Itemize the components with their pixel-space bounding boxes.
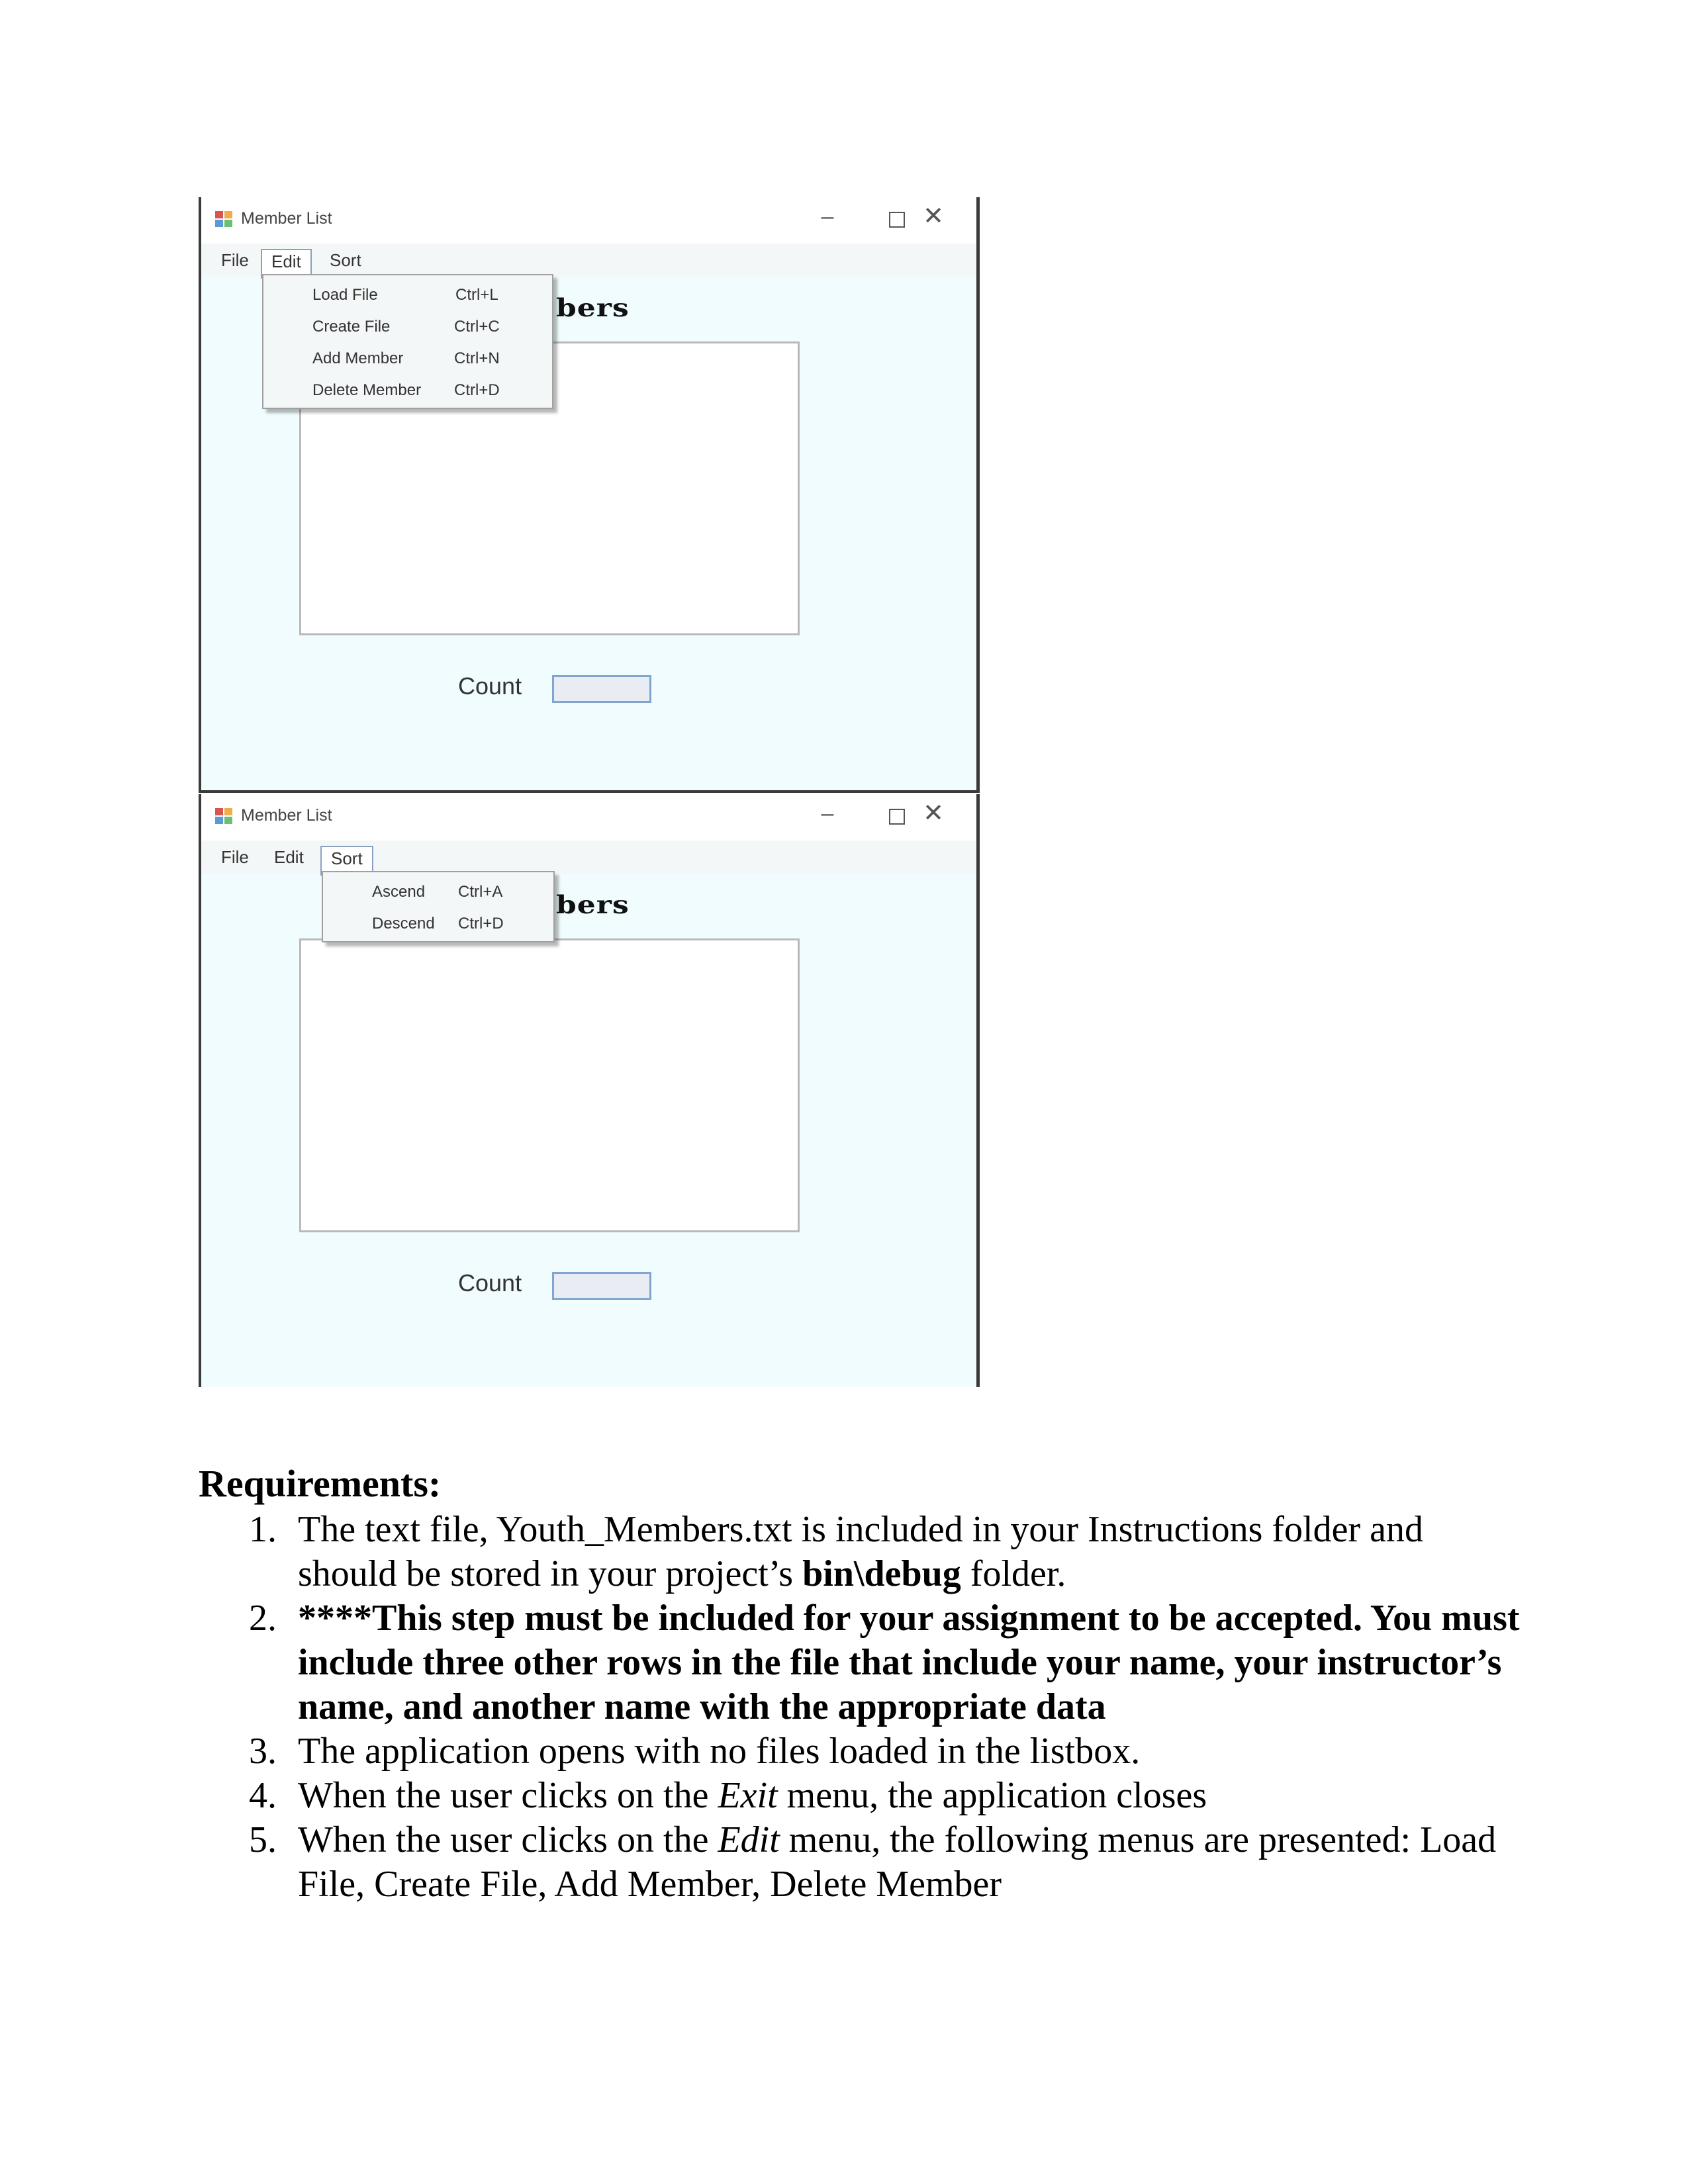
menu-sort[interactable]: Sort — [320, 846, 373, 876]
menu-item-create-file[interactable]: Create File Ctrl+C — [312, 318, 500, 336]
menu-bar — [201, 841, 976, 874]
list-item: 4. When the user clicks on the Exit menu, the application closes — [199, 1774, 1523, 1818]
count-label: Count — [458, 672, 522, 700]
maximize-button[interactable] — [880, 208, 914, 234]
menu-item-descend[interactable]: Descend Ctrl+D — [372, 915, 504, 933]
list-item: 2. ****This step must be included for your assignment to be accepted. You must include three other rows in the file that include your name, your instructor’s name, and another name with the appropriate data — [249, 1598, 1520, 1727]
list-item-number: 4. — [249, 1775, 277, 1816]
member-listbox[interactable] — [299, 938, 800, 1232]
maximize-icon — [889, 809, 905, 825]
member-list-window-edit — [199, 197, 980, 793]
edit-dropdown-menu — [262, 274, 553, 409]
app-icon — [214, 807, 233, 825]
form-heading: bers — [556, 293, 630, 323]
requirements-list — [199, 1508, 1523, 1907]
menu-file[interactable]: File — [221, 250, 249, 270]
menu-item-ascend[interactable]: Ascend Ctrl+A — [372, 883, 503, 901]
sort-dropdown-menu — [322, 871, 555, 942]
requirements-heading: Requirements: — [199, 1462, 442, 1505]
minimize-button[interactable]: – — [821, 204, 834, 229]
menu-edit[interactable]: Edit — [274, 847, 304, 867]
close-button[interactable]: ✕ — [923, 799, 944, 827]
close-button[interactable]: ✕ — [923, 203, 944, 230]
list-item-number: 1. — [249, 1509, 277, 1550]
minimize-button[interactable]: – — [821, 801, 834, 826]
menu-file[interactable]: File — [221, 847, 249, 867]
menu-edit[interactable]: Edit — [261, 249, 312, 279]
list-item-number: 2. — [249, 1598, 277, 1639]
list-item: 3. The application opens with no files loaded in the listbox. — [199, 1729, 1523, 1774]
list-item: 1. The text file, Youth_Members.txt is included in your Instructions folder and should be stored in your project’s bin\debug folder. — [249, 1509, 1423, 1594]
count-textbox[interactable] — [552, 1272, 651, 1300]
menu-item-load-file[interactable]: Load File Ctrl+L — [312, 286, 498, 304]
title-bar — [201, 794, 976, 841]
window-title: Member List — [241, 209, 332, 228]
maximize-button[interactable] — [880, 805, 914, 831]
window-title: Member List — [241, 806, 332, 825]
menu-item-delete-member[interactable]: Delete Member Ctrl+D — [312, 381, 500, 399]
list-item-number: 5. — [249, 1819, 277, 1860]
menu-item-add-member[interactable]: Add Member Ctrl+N — [312, 349, 500, 367]
member-list-window-sort — [199, 794, 980, 1387]
menu-sort[interactable]: Sort — [330, 250, 361, 270]
list-item-number: 3. — [249, 1731, 277, 1772]
title-bar — [201, 197, 976, 244]
app-icon — [214, 210, 233, 228]
count-label: Count — [458, 1269, 522, 1297]
list-item: 5. When the user clicks on the Edit menu, the following menus are presented: Load File, Create File, Add Member, Delete Member — [249, 1819, 1497, 1905]
form-heading: bers — [556, 890, 630, 920]
count-textbox[interactable] — [552, 675, 651, 703]
maximize-icon — [889, 212, 905, 228]
menu-bar — [201, 244, 976, 277]
